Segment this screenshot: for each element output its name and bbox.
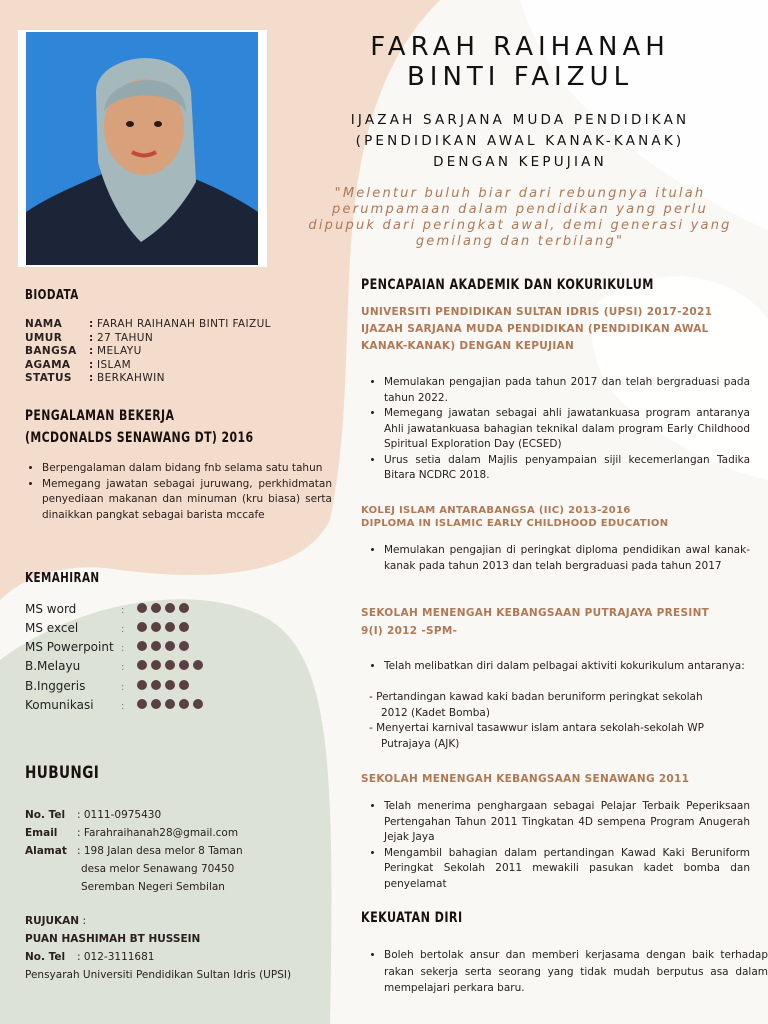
strengths-heading: KEKUATAN DIRI <box>361 910 463 926</box>
motto-quote: "Melentur buluh biar dari rebungnya itulah perumpamaan dalam pendidikan yang perlu dipupuk dari peringkat awal, demi generasi yang gemilang dan terbilang" <box>308 186 732 249</box>
biodata-table <box>25 318 271 386</box>
list-item: • Memulakan pengajian pada tahun 2017 dan telah bergraduasi pada tahun 2022. <box>384 375 750 406</box>
contact-details <box>25 806 325 896</box>
list-item: • Boleh bertolak ansur dan memberi kerjasama dengan baik terhadap rakan sekerja serta seorang yang tidak mudah berputus asa dalam mempelajari perkara baru. <box>384 947 768 997</box>
skill-level-dots <box>137 679 193 693</box>
biodata-label: BANGSA <box>25 345 77 357</box>
skill-dot-icon <box>179 680 189 690</box>
list-item: • Memegang jawatan sebagai juruwang, perkhidmatan penyediaan makanan dan minuman (kru biasa) serta dinaikkan pangkat sebagai barista mccafe <box>42 477 332 524</box>
achievements-heading: PENCAPAIAN AKADEMIK DAN KOKURIKULUM <box>361 277 654 293</box>
skill-dot-icon <box>151 622 161 632</box>
biodata-row <box>25 372 271 386</box>
name-line-1: FARAH RAIHANAH <box>370 32 670 62</box>
skill-row <box>25 602 193 616</box>
iic-heading-line-2: DIPLOMA IN ISLAMIC EARLY CHILDHOOD EDUCATION <box>361 518 669 529</box>
biodata-heading: BIODATA <box>25 288 79 303</box>
experience-heading <box>25 405 253 449</box>
biodata-section <box>25 288 92 303</box>
iic-list <box>368 543 750 574</box>
list-item: • Urus setia dalam Majlis penyampaian sijil kecemerlangan Tadika Bitara NCDRC 2018. <box>384 453 750 484</box>
smkp-sub-item-2b: Putrajaya (AJK) <box>381 737 460 750</box>
skill-dot-icon <box>179 660 189 670</box>
smkp-heading-line-1: SEKOLAH MENENGAH KEBANGSAAN PUTRAJAYA PRESINT <box>361 607 710 619</box>
list-item: • Berpengalaman dalam bidang fnb selama satu tahun <box>42 461 332 477</box>
skill-dot-icon <box>137 699 147 709</box>
skill-level-dots <box>137 659 207 673</box>
address-line-1: : 198 Jalan desa melor 8 Taman <box>77 845 243 857</box>
upsi-list <box>368 375 750 484</box>
portrait-image <box>26 32 258 265</box>
skill-sep: : <box>121 682 125 693</box>
biodata-label: NAMA <box>25 318 63 330</box>
contact-heading: HUBUNGI <box>25 763 100 783</box>
skill-dot-icon <box>193 699 203 709</box>
skill-name: B.Inggeris <box>25 679 86 693</box>
skill-dot-icon <box>137 622 147 632</box>
biodata-row <box>25 359 271 373</box>
referee-sep: : <box>82 915 86 927</box>
list-item: • Memulakan pengajian di peringkat diploma pendidikan awal kanak-kanak pada tahun 2013 dan telah bergraduasi pada tahun 2017 <box>384 543 750 574</box>
skill-name: MS word <box>25 602 77 616</box>
address-line-2: desa melor Senawang 70450 <box>81 863 235 875</box>
biodata-label: AGAMA <box>25 358 71 371</box>
strengths-list <box>368 947 768 997</box>
skill-dot-icon <box>165 622 175 632</box>
experience-list <box>26 461 332 523</box>
email-value[interactable]: : Farahraihanah28@gmail.com <box>77 827 239 839</box>
skill-dot-icon <box>151 699 161 709</box>
experience-heading-line-2: (MCDONALDS SENAWANG DT) 2016 <box>25 430 254 446</box>
referee-role: Pensyarah Universiti Pendidikan Sultan Idris (UPSI) <box>25 969 292 981</box>
biodata-row <box>25 332 271 346</box>
referee-tel-label: No. Tel <box>25 951 66 963</box>
referee-tel-value[interactable]: : 012-3111681 <box>77 951 155 963</box>
tel-value[interactable]: : 0111-0975430 <box>77 809 162 821</box>
list-item: • Mengambil bahagian dalam pertandingan Kawad Kaki Beruniform Peringkat Sekolah 2011 mewakili pasukan kadet bomba dan penyelamat <box>384 846 750 893</box>
list-item: • Memegang jawatan sebagai ahli jawatankuasa program antaranya Ahli jawatankuasa bahagian teknikal dalam program Early Childhood Spiritual Exploration Day (ECSED) <box>384 406 750 453</box>
iic-heading-line-1: KOLEJ ISLAM ANTARABANGSA (IIC) 2013-2016 <box>361 505 631 516</box>
biodata-value: ISLAM <box>97 358 132 371</box>
upsi-heading <box>361 304 741 355</box>
biodata-row <box>25 318 271 332</box>
smkp-sub-item-2: - Menyertai karnival tasawwur islam antara sekolah-sekolah WP <box>369 722 704 734</box>
skill-dot-icon <box>165 603 175 613</box>
skill-level-dots <box>137 640 193 654</box>
list-item: • Telah menerima penghargaan sebagai Pelajar Terbaik Peperiksaan Pertengahan Tahun 2011 Tingkatan 4D sempena Program Anugerah Jejak Jaya <box>384 799 750 846</box>
experience-heading-line-1: PENGALAMAN BEKERJA <box>25 408 175 424</box>
biodata-sep: : <box>89 358 94 371</box>
biodata-value: BERKAHWIN <box>97 372 165 384</box>
experience-section <box>25 405 318 449</box>
smkp-sublist <box>369 690 739 752</box>
skill-row <box>25 659 207 673</box>
tel-label: No. Tel <box>25 809 66 821</box>
skill-dot-icon <box>193 660 203 670</box>
skill-row <box>25 640 193 654</box>
biodata-sep: : <box>89 372 94 384</box>
address-line-3: Seremban Negeri Sembilan <box>81 881 225 893</box>
degree-line-3: DENGAN KEPUJIAN <box>433 154 607 170</box>
skill-dot-icon <box>137 680 147 690</box>
referee-name: PUAN HASHIMAH BT HUSSEIN <box>25 933 201 945</box>
skill-sep: : <box>121 662 125 673</box>
skill-sep: : <box>121 605 125 616</box>
biodata-value: FARAH RAIHANAH BINTI FAIZUL <box>97 318 271 330</box>
skill-dot-icon <box>179 603 189 613</box>
skill-level-dots <box>137 602 193 616</box>
skill-name: Komunikasi <box>25 698 94 712</box>
biodata-row <box>25 345 271 359</box>
address-label: Alamat <box>25 845 67 857</box>
skill-dot-icon <box>137 603 147 613</box>
biodata-sep: : <box>89 345 94 357</box>
referee-details <box>25 912 345 984</box>
smkp-sub-item-1: - Pertandingan kawad kaki badan beruniform peringkat sekolah <box>369 691 703 703</box>
smkp-sub-item-1b: 2012 (Kadet Bomba) <box>381 706 490 719</box>
skill-dot-icon <box>179 622 189 632</box>
smkp-list <box>368 659 750 675</box>
skill-name: B.Melayu <box>25 659 81 673</box>
skill-dot-icon <box>137 641 147 651</box>
biodata-sep: : <box>89 331 94 344</box>
name-line-2: BINTI FAIZUL <box>406 62 634 92</box>
profile-photo <box>18 30 267 267</box>
biodata-value: MELAYU <box>97 345 142 357</box>
skill-dot-icon <box>151 603 161 613</box>
biodata-value: 27 TAHUN <box>97 331 154 344</box>
smkp-heading <box>361 604 741 640</box>
upsi-heading-line-2: IJAZAH SARJANA MUDA PENDIDIKAN (PENDIDIKAN AWAL KANAK-KANAK) DENGAN KEPUJIAN <box>361 323 709 352</box>
biodata-sep: : <box>89 318 94 330</box>
skill-dot-icon <box>165 680 175 690</box>
skill-dot-icon <box>137 660 147 670</box>
degree-line-1: IJAZAH SARJANA MUDA PENDIDIKAN <box>350 112 690 128</box>
degree-title <box>300 110 740 173</box>
skills-heading: KEMAHIRAN <box>25 571 100 586</box>
biodata-label: STATUS <box>25 372 72 384</box>
skill-dot-icon <box>151 641 161 651</box>
list-item: • Telah melibatkan diri dalam pelbagai aktiviti kokurikulum antaranya: <box>384 659 750 675</box>
skill-name: MS Powerpoint <box>25 640 114 654</box>
skill-level-dots <box>137 621 193 635</box>
upsi-heading-line-1: UNIVERSITI PENDIDIKAN SULTAN IDRIS (UPSI) 2017-2021 <box>361 306 713 318</box>
biodata-label: UMUR <box>25 331 63 344</box>
skill-sep: : <box>121 643 125 654</box>
skill-dot-icon <box>165 660 175 670</box>
full-name <box>300 32 740 92</box>
smks-heading: SEKOLAH MENENGAH KEBANGSAAN SENAWANG 2011 <box>361 773 690 785</box>
skill-level-dots <box>137 698 207 712</box>
email-label: Email <box>25 827 58 839</box>
skill-row <box>25 698 207 712</box>
skill-dot-icon <box>151 680 161 690</box>
degree-line-2: (PENDIDIKAN AWAL KANAK-KANAK) <box>355 133 685 149</box>
skill-name: MS excel <box>25 621 79 635</box>
referee-label: RUJUKAN <box>25 915 80 927</box>
skill-row <box>25 621 193 635</box>
skill-dot-icon <box>165 699 175 709</box>
skill-dot-icon <box>179 699 189 709</box>
skill-sep: : <box>121 701 125 712</box>
skill-dot-icon <box>179 641 189 651</box>
smkp-heading-line-2: 9(I) 2012 -SPM- <box>361 625 458 637</box>
smks-list <box>368 799 750 892</box>
skill-dot-icon <box>151 660 161 670</box>
skill-dot-icon <box>165 641 175 651</box>
skill-sep: : <box>121 624 125 635</box>
iic-heading <box>361 504 741 530</box>
skill-row <box>25 679 193 693</box>
